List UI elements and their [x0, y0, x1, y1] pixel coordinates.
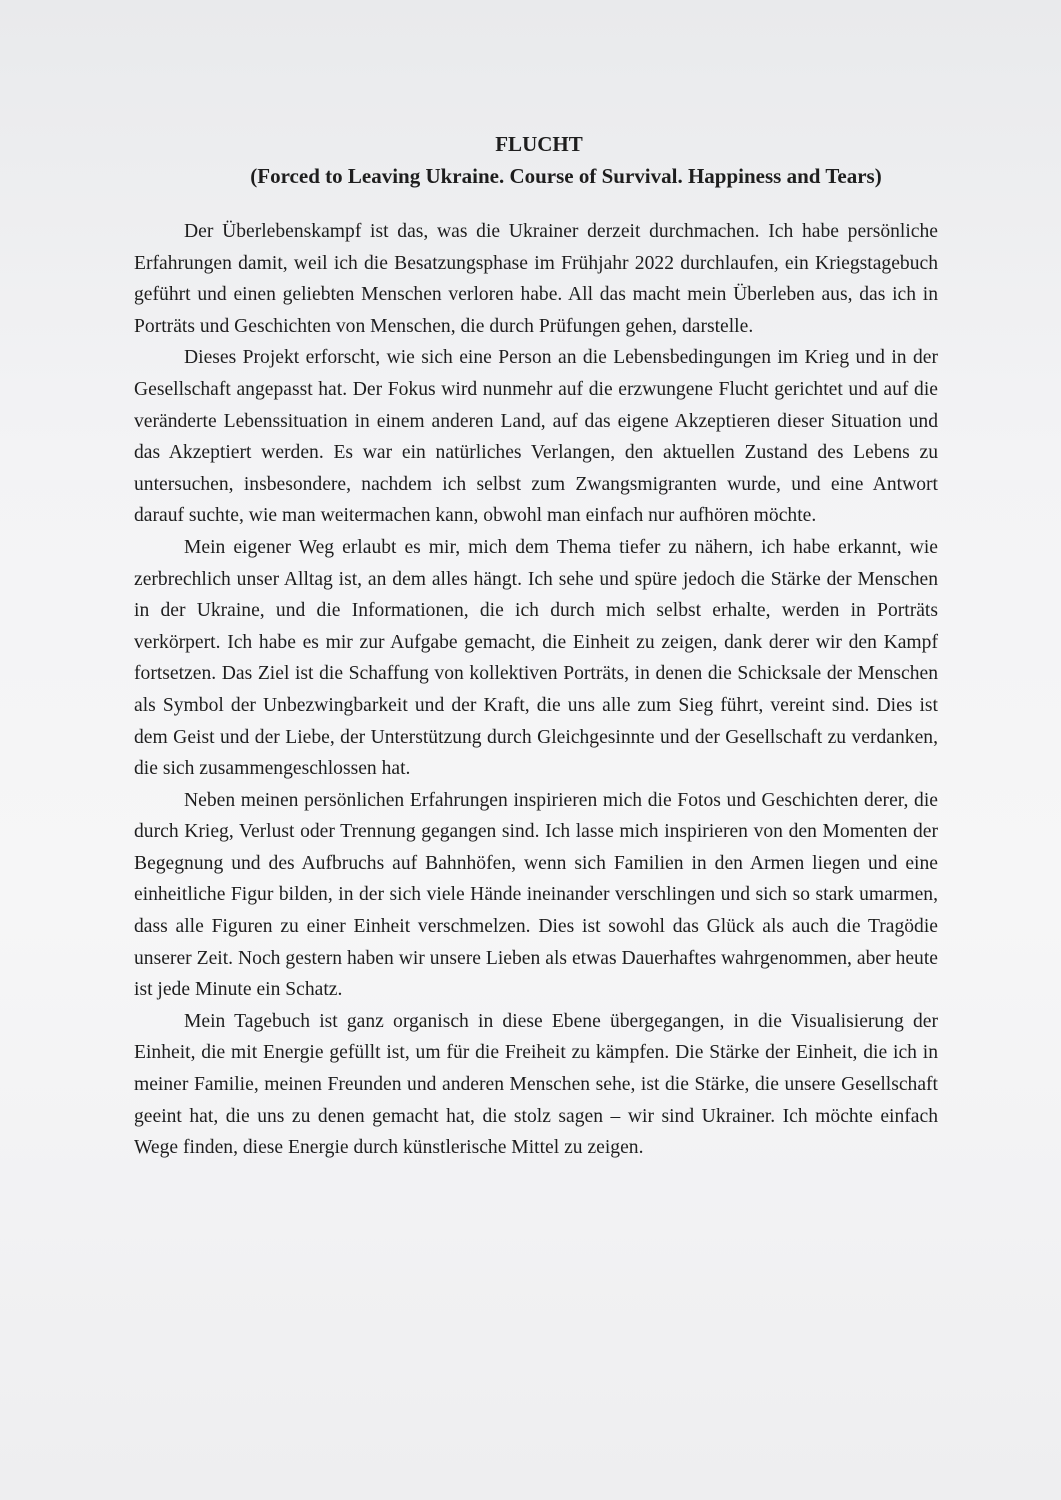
paragraph-5: Mein Tagebuch ist ganz organisch in diese Ebene übergegangen, in die Visualisierung der Einheit, die mit Energie gefüllt ist, um für die Freiheit zu kämpfen. Die Stärke der Einheit, die ich in meiner Familie, meinen Freunden und anderen Menschen sehe, ist die Stärke, die unsere Gesellschaft geeint hat, die uns zu denen gemacht hat, die stolz sagen – wir sind Ukrainer. Ich möchte einfach Wege finden, diese Energie durch künstlerische Mittel zu zeigen. [134, 1010, 938, 1159]
paragraph-1: Der Überlebenskampf ist das, was die Ukrainer derzeit durchmachen. Ich habe persönliche Erfahrungen damit, weil ich die Besatzungsphase im Frühjahr 2022 durchlaufen, ein Kriegstagebuch geführt und einen geliebten Menschen verloren habe. All das macht mein Überleben aus, das ich in Porträts und Geschichten von Menschen, die durch Prüfungen gehen, darstelle. [134, 221, 938, 337]
document-content [134, 128, 938, 1164]
document-subtitle: (Forced to Leaving Ukraine. Course of Survival. Happiness and Tears) [250, 164, 882, 188]
paragraph-2: Dieses Projekt erforscht, wie sich eine Person an die Lebensbedingungen im Krieg und in der Gesellschaft angepasst hat. Der Fokus wird nunmehr auf die erzwungene Flucht gerichtet und auf die veränderte Lebenssituation in einem anderen Land, auf das eigene Akzeptieren dieser Situation und das Akzeptiert werden. Es war ein natürliches Verlangen, den aktuellen Zustand des Lebens zu untersuchen, insbesondere, nachdem ich selbst zum Zwangsmigranten wurde, und eine Antwort darauf suchte, wie man weitermachen kann, obwohl man einfach nur aufhören möchte. [134, 347, 938, 527]
document-title: FLUCHT [495, 132, 583, 156]
paragraph-4: Neben meinen persönlichen Erfahrungen inspirieren mich die Fotos und Geschichten derer, die durch Krieg, Verlust oder Trennung gegangen sind. Ich lasse mich inspirieren von den Momenten der Begegnung und des Aufbruchs auf Bahnhöfen, wenn sich Familien in den Armen liegen und eine einheitliche Figur bilden, in der sich viele Hände ineinander verschlingen und sich so stark umarmen, dass alle Figuren zu einer Einheit verschmelzen. Dies ist sowohl das Glück als auch die Tragödie unserer Zeit. Noch gestern haben wir unsere Lieben als etwas Dauerhaftes wahrgenommen, aber heute ist jede Minute ein Schatz. [134, 789, 938, 1001]
paragraph-3: Mein eigener Weg erlaubt es mir, mich dem Thema tiefer zu nähern, ich habe erkannt, wie zerbrechlich unser Alltag ist, an dem alles hängt. Ich sehe und spüre jedoch die Stärke der Menschen in der Ukraine, und die Informationen, die ich durch mich selbst erhalte, werden in Porträts verkörpert. Ich habe es mir zur Aufgabe gemacht, die Einheit zu zeigen, dank derer wir den Kampf fortsetzen. Das Ziel ist die Schaffung von kollektiven Porträts, in denen die Schicksale der Menschen als Symbol der Unbezwingbarkeit und der Kraft, die uns alle zum Sieg führt, vereint sind. Dies ist dem Geist und der Liebe, der Unterstützung durch Gleichgesinnte und der Gesellschaft zu verdanken, die sich zusammengeschlossen hat. [134, 536, 938, 780]
